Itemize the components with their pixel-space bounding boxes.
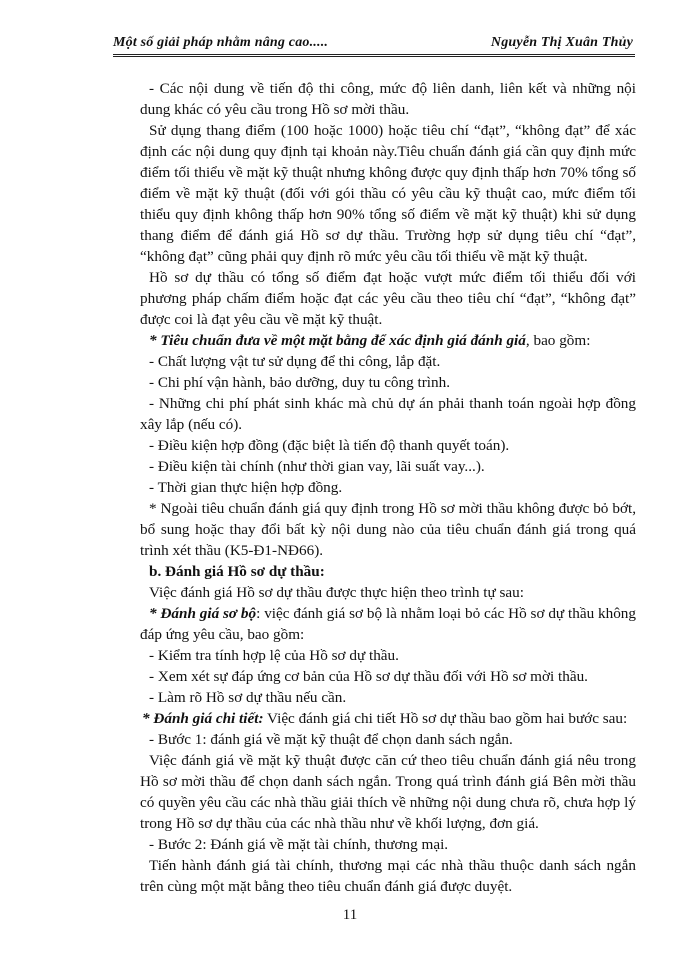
list-item: - Xem xét sự đáp ứng cơ bản của Hồ sơ dự thầu đối với Hồ sơ mời thầu.	[149, 668, 588, 685]
paragraph	[140, 603, 636, 645]
list-item: - Điều kiện tài chính (như thời gian vay, lãi suất vay...).	[149, 458, 485, 475]
paragraph: Hồ sơ dự thầu có tổng số điểm đạt hoặc vượt mức điểm tối thiểu đối với phương pháp chấm điểm hoặc đạt các yêu cầu theo tiêu chí “đạt”, “không đạt” được coi là đạt yêu cầu về mặt kỹ thuật.	[140, 269, 636, 328]
paragraph: Tiến hành đánh giá tài chính, thương mại các nhà thầu thuộc danh sách ngắn trên cùng một mặt bằng theo tiêu chuẩn đánh giá được duyệt.	[140, 857, 636, 895]
paragraph-text: Việc đánh giá chi tiết Hồ sơ dự thầu bao gồm hai bước sau:	[263, 710, 628, 727]
header-title: Một số giải pháp nhằm nâng cao.....	[113, 35, 329, 50]
list-item: - Làm rõ Hồ sơ dự thầu nếu cần.	[149, 689, 347, 706]
paragraph: Việc đánh giá về mặt kỹ thuật được căn cứ theo tiêu chuẩn đánh giá nêu trong Hồ sơ mời thầu để chọn danh sách ngắn. Trong quá trình đánh giá Bên mời thầu có quyền yêu cầu các nhà thầu giải thích về những nội dung chưa rõ, chưa hợp lý trong Hồ sơ dự thầu của các nhà thầu như về khối lượng, đơn giá.	[140, 752, 636, 832]
paragraph: - Các nội dung về tiến độ thi công, mức độ liên danh, liên kết và những nội dung khác có yêu cầu trong Hồ sơ mời thầu.	[140, 80, 636, 118]
header-author: Nguyễn Thị Xuân Thủy	[490, 35, 633, 50]
paragraph: * Ngoài tiêu chuẩn đánh giá quy định trong Hồ sơ mời thầu không được bỏ bớt, bổ sung hoặc thay đổi bất kỳ nội dung nào của tiêu chuẩn đánh giá trong quá trình xét thầu (K5-Đ1-NĐ66).	[140, 500, 636, 559]
emphasis-heading: * Đánh giá chi tiết:	[142, 710, 264, 727]
list-item: - Điều kiện hợp đồng (đặc biệt là tiến độ thanh quyết toán).	[149, 437, 510, 454]
paragraph: Sử dụng thang điểm (100 hoặc 1000) hoặc tiêu chí “đạt”, “không đạt” để xác định các nội dung quy định tại khoản này.Tiêu chuẩn đánh giá cần quy định mức điểm tối thiểu về mặt kỹ thuật nhưng không được quy định thấp hơn 70% tổng số điểm về mặt kỹ thuật (đối với gói thầu có yêu cầu kỹ thuật cao, mức điểm tối thiểu quy định không thấp hơn 90% tổng số điểm về mặt kỹ thuật) khi sử dụng thang điểm để đánh giá Hồ sơ dự thầu. Trường hợp sử dụng tiêu chí “đạt”, “không đạt” cũng phải quy định rõ mức yêu cầu tối thiểu về mặt kỹ thuật.	[140, 122, 636, 265]
list-item: - Chi phí vận hành, bảo dưỡng, duy tu công trình.	[149, 374, 450, 391]
list-item: - Những chi phí phát sinh khác mà chủ dự án phải thanh toán ngoài hợp đồng xây lắp (nếu có).	[140, 395, 636, 433]
list-item: - Bước 2: Đánh giá về mặt tài chính, thương mại.	[149, 836, 449, 853]
paragraph-text: , bao gồm:	[525, 332, 591, 349]
list-item: - Thời gian thực hiện hợp đồng.	[149, 479, 343, 496]
emphasis-heading: * Tiêu chuẩn đưa về một mặt bằng để xác định giá đánh giá	[149, 332, 526, 349]
section-heading: b. Đánh giá Hồ sơ dự thầu:	[149, 563, 325, 580]
page-number: 11	[342, 907, 358, 923]
paragraph	[140, 330, 636, 351]
paragraph: Việc đánh giá Hồ sơ dự thầu được thực hiện theo trình tự sau:	[149, 584, 524, 601]
list-item: - Kiểm tra tính hợp lệ của Hồ sơ dự thầu.	[149, 647, 399, 664]
document-body	[140, 78, 636, 897]
running-header	[113, 34, 635, 57]
list-item: - Bước 1: đánh giá về mặt kỹ thuật để chọn danh sách ngắn.	[149, 731, 513, 748]
paragraph-text: : việc đánh giá sơ bộ là nhằm loại bỏ các Hồ sơ dự thầu không đáp ứng yêu cầu, bao gồm:	[140, 605, 636, 643]
list-item: - Chất lượng vật tư sử dụng để thi công, lắp đặt.	[149, 353, 441, 370]
emphasis-heading: * Đánh giá sơ bộ	[149, 605, 257, 622]
paragraph	[140, 708, 636, 729]
